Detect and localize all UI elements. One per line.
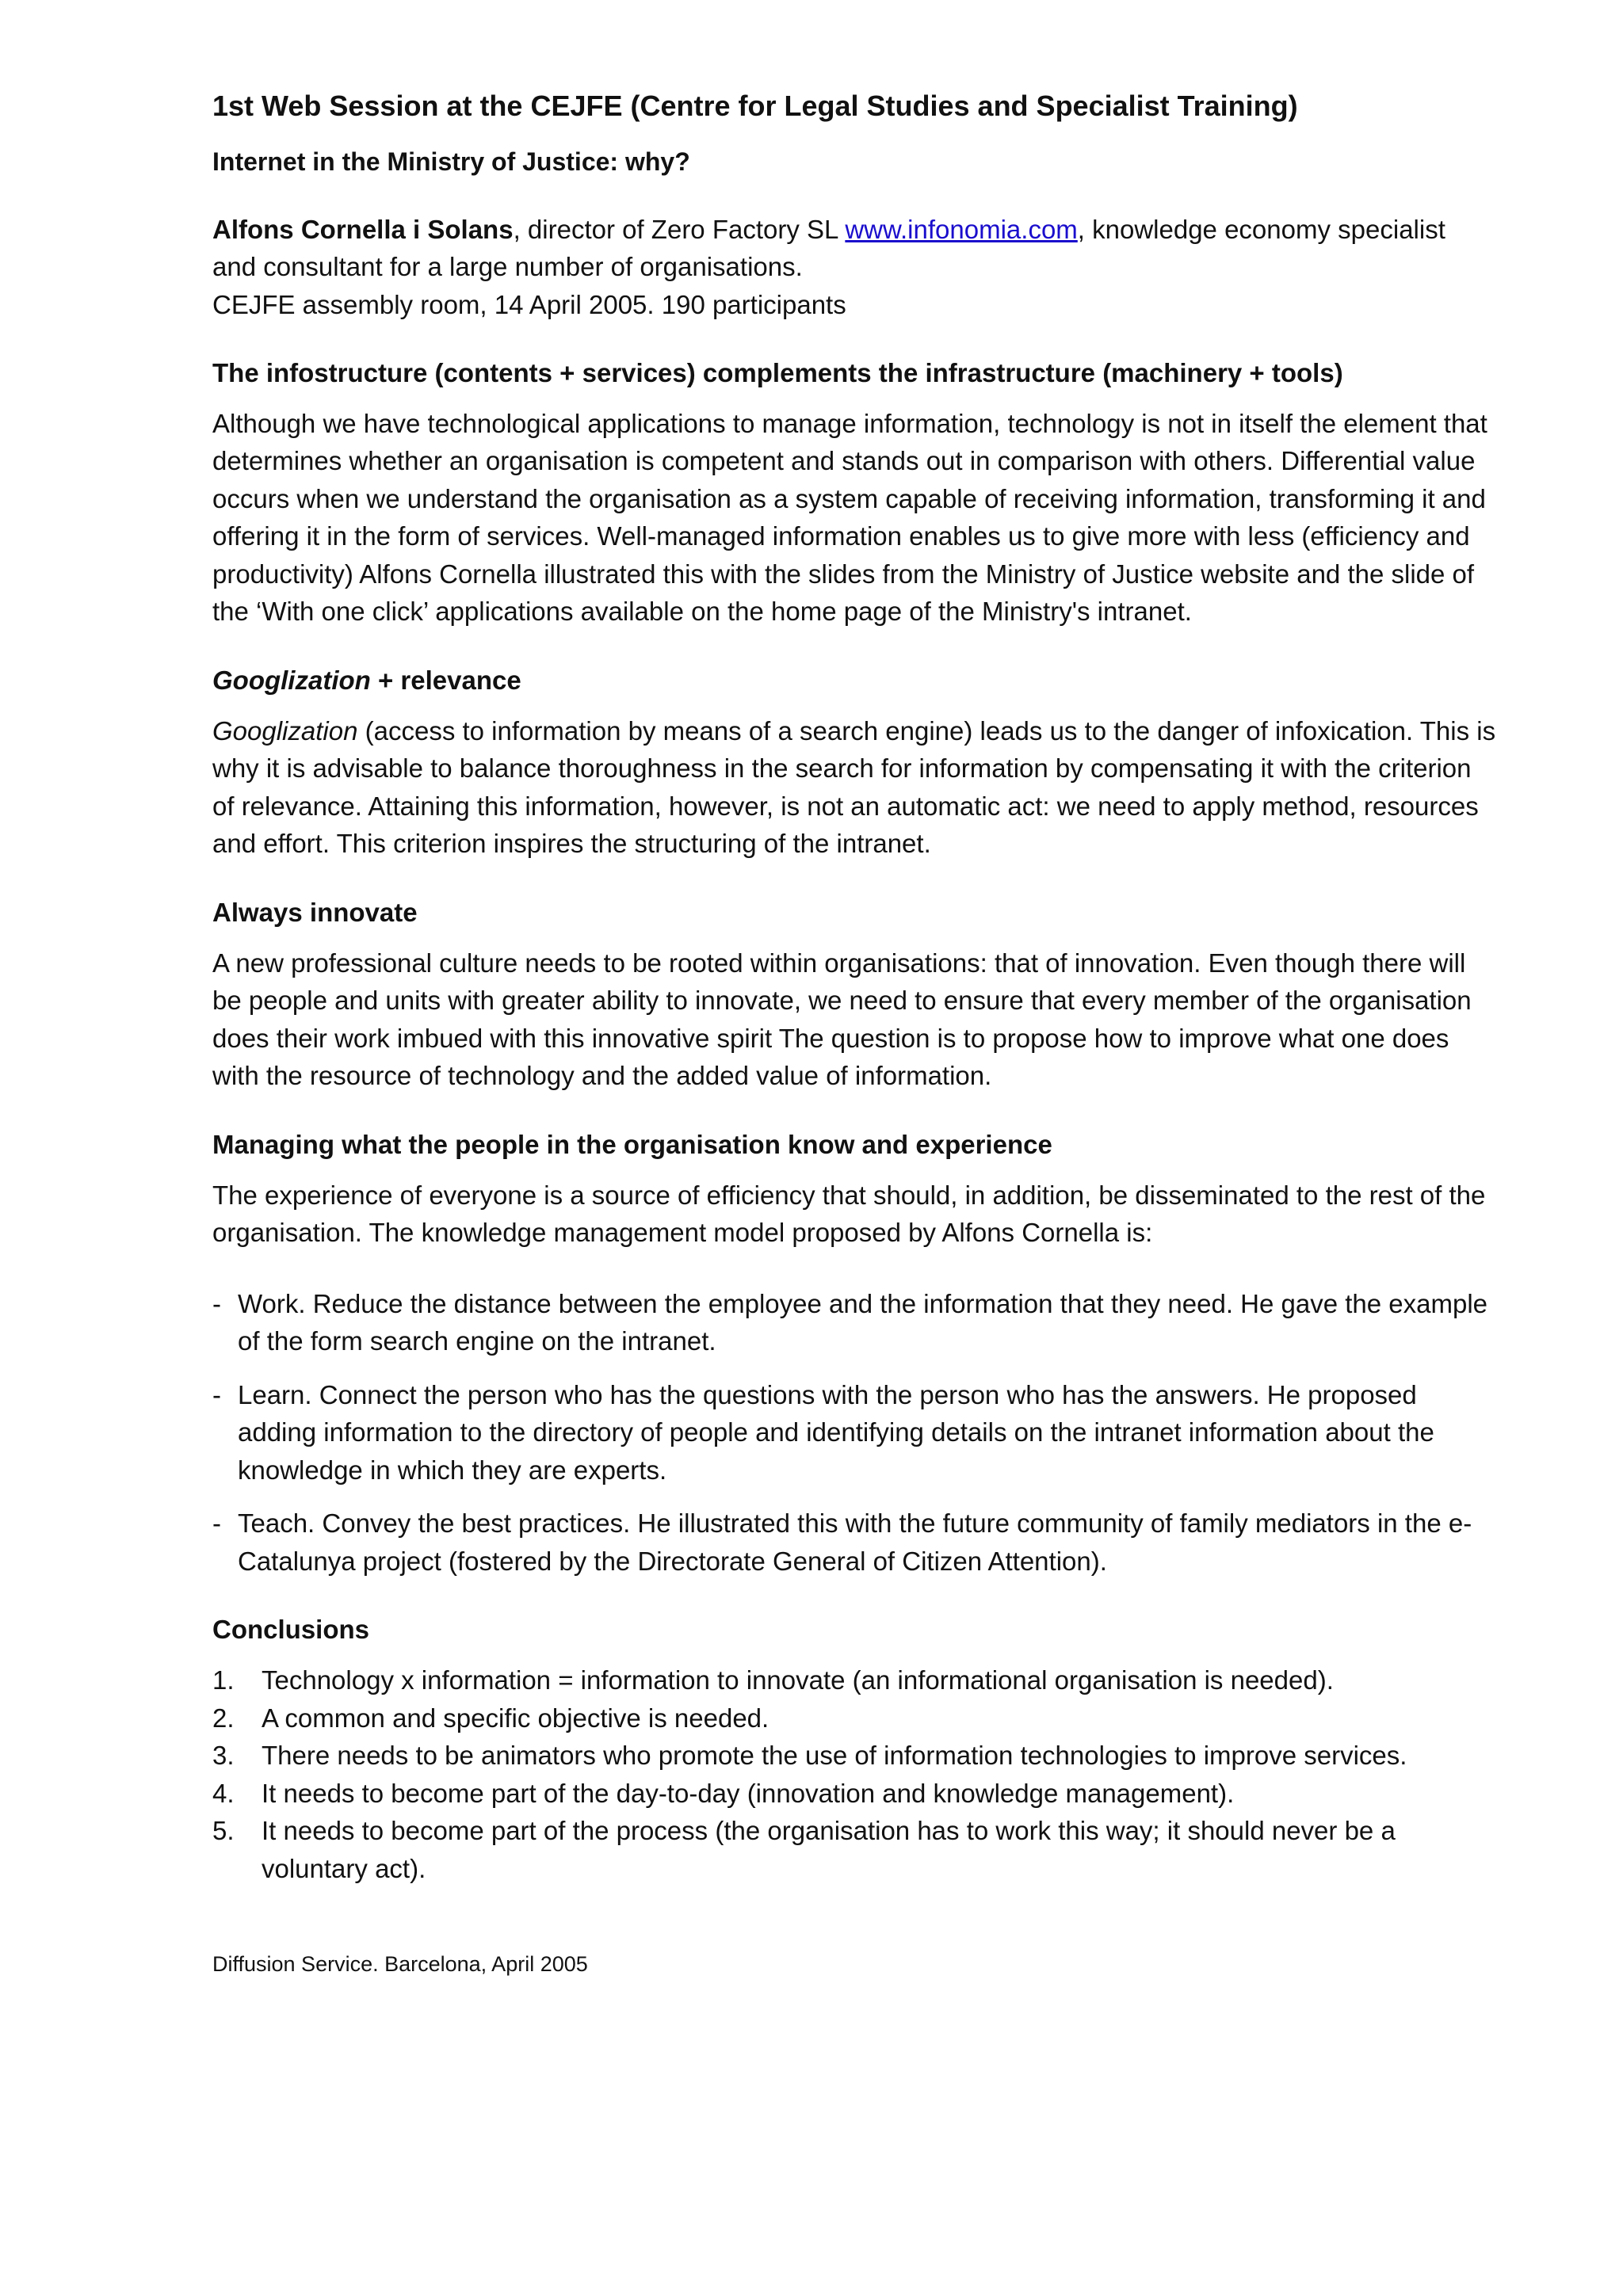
section-conclusions xyxy=(212,1613,1496,1887)
list-number: 2. xyxy=(212,1703,235,1733)
body-italic-term: Googlization xyxy=(212,715,358,746)
speaker-desc-before-link: , director of Zero Factory SL xyxy=(513,214,846,244)
list-item-text: It needs to become part of the process (the organisation has to work this way; it should never be a voluntary act). xyxy=(262,1816,1396,1883)
section-googlization xyxy=(212,664,1496,863)
list-item-text: Teach. Convey the best practices. He illustrated this with the future community of family mediators in the e-Catalunya project (fostered by the Directorate General of Citizen Attention). xyxy=(238,1508,1472,1576)
list-item xyxy=(212,1737,1496,1775)
list-item xyxy=(212,1812,1496,1887)
list-item xyxy=(212,1775,1496,1813)
dash-bullet: - xyxy=(212,1288,221,1318)
section-body: A new professional culture needs to be rooted within organisations: that of innovation. Even though there will be people and units with greater ability to innovate, we need to ensure that every member of the organisation does their work imbued with this innovative spirit The question is to propose how to improve what one does with the resource of technology and the added value of information. xyxy=(212,948,1472,1091)
list-item-text: Learn. Connect the person who has the questions with the person who has the answers. He proposed adding information to the directory of people and identifying details on the intranet information about the knowledge in which they are experts. xyxy=(238,1379,1434,1485)
section-body: Although we have technological applications to manage information, technology is not in itself the element that determines whether an organisation is competent and stands out in comparison with others. Differential value occurs when we understand the organisation as a system capable of receiving information, transforming it and offering it in the form of services. Well-managed information enables us to give more with less (efficiency and productivity) Alfons Cornella illustrated this with the slides from the Ministry of Justice website and the slide of the ‘With one click’ applications available on the home page of the Ministry's intranet. xyxy=(212,408,1487,627)
list-item xyxy=(212,1699,1496,1737)
section-heading: The infostructure (contents + services) complements the infrastructure (machinery + tools) xyxy=(212,358,1343,388)
section-innovate xyxy=(212,896,1496,1095)
document-page xyxy=(212,89,1496,1978)
list-item xyxy=(212,1661,1496,1699)
section-heading xyxy=(212,664,1496,698)
section-infostructure xyxy=(212,357,1496,631)
speaker-desc-after-link: , knowledge economy specialist and consultant for a large number of organisations. xyxy=(212,214,1445,282)
section-heading: Conclusions xyxy=(212,1615,370,1645)
footer-note: Diffusion Service. Barcelona, April 2005 xyxy=(212,1952,588,1977)
page-title: 1st Web Session at the CEJFE (Centre for Legal Studies and Specialist Training) xyxy=(212,90,1298,122)
list-item-text: Work. Reduce the distance between the employee and the information that they need. He gave the example of the form search engine on the intranet. xyxy=(238,1288,1488,1356)
list-number: 5. xyxy=(212,1816,235,1846)
infonomia-link[interactable]: www.infonomia.com xyxy=(845,214,1078,244)
section-managing xyxy=(212,1128,1496,1580)
list-item xyxy=(212,1505,1496,1580)
list-item-text: It needs to become part of the day-to-day (innovation and knowledge management). xyxy=(262,1778,1235,1808)
list-item-text: There needs to be animators who promote the use of information technologies to improve services. xyxy=(262,1741,1407,1771)
dash-bullet: - xyxy=(212,1508,221,1539)
venue-line: CEJFE assembly room, 14 April 2005. 190 participants xyxy=(212,289,846,319)
speaker-intro xyxy=(212,211,1496,324)
section-heading: Always innovate xyxy=(212,897,418,927)
section-body xyxy=(212,712,1496,863)
list-number: 1. xyxy=(212,1665,235,1695)
heading-italic-term: Googlization xyxy=(212,665,371,695)
list-item xyxy=(212,1285,1496,1360)
heading-rest: + relevance xyxy=(370,665,521,695)
list-item-text: A common and specific objective is needed. xyxy=(262,1703,769,1733)
dash-bullet: - xyxy=(212,1379,221,1409)
section-body: The experience of everyone is a source of efficiency that should, in addition, be disseminated to the rest of the organisation. The knowledge management model proposed by Alfons Cornella is: xyxy=(212,1180,1486,1248)
list-number: 3. xyxy=(212,1741,235,1771)
list-number: 4. xyxy=(212,1778,235,1808)
speaker-name: Alfons Cornella i Solans xyxy=(212,214,514,244)
knowledge-model-list xyxy=(212,1285,1496,1581)
list-item-text: Technology x information = information to innovate (an informational organisation is needed). xyxy=(262,1665,1334,1695)
speaker-paragraph xyxy=(212,211,1496,286)
conclusions-list xyxy=(212,1661,1496,1887)
list-item xyxy=(212,1376,1496,1489)
page-subtitle: Internet in the Ministry of Justice: why? xyxy=(212,147,690,177)
section-heading: Managing what the people in the organisation know and experience xyxy=(212,1129,1052,1159)
body-rest: (access to information by means of a search engine) leads us to the danger of infoxication. This is why it is advisable to balance thoroughness in the search for information by compensating it with the criterion of relevance. Attaining this information, however, is not an automatic act: we need to apply method, resources and effort. This criterion inspires the structuring of the intranet. xyxy=(212,715,1496,859)
